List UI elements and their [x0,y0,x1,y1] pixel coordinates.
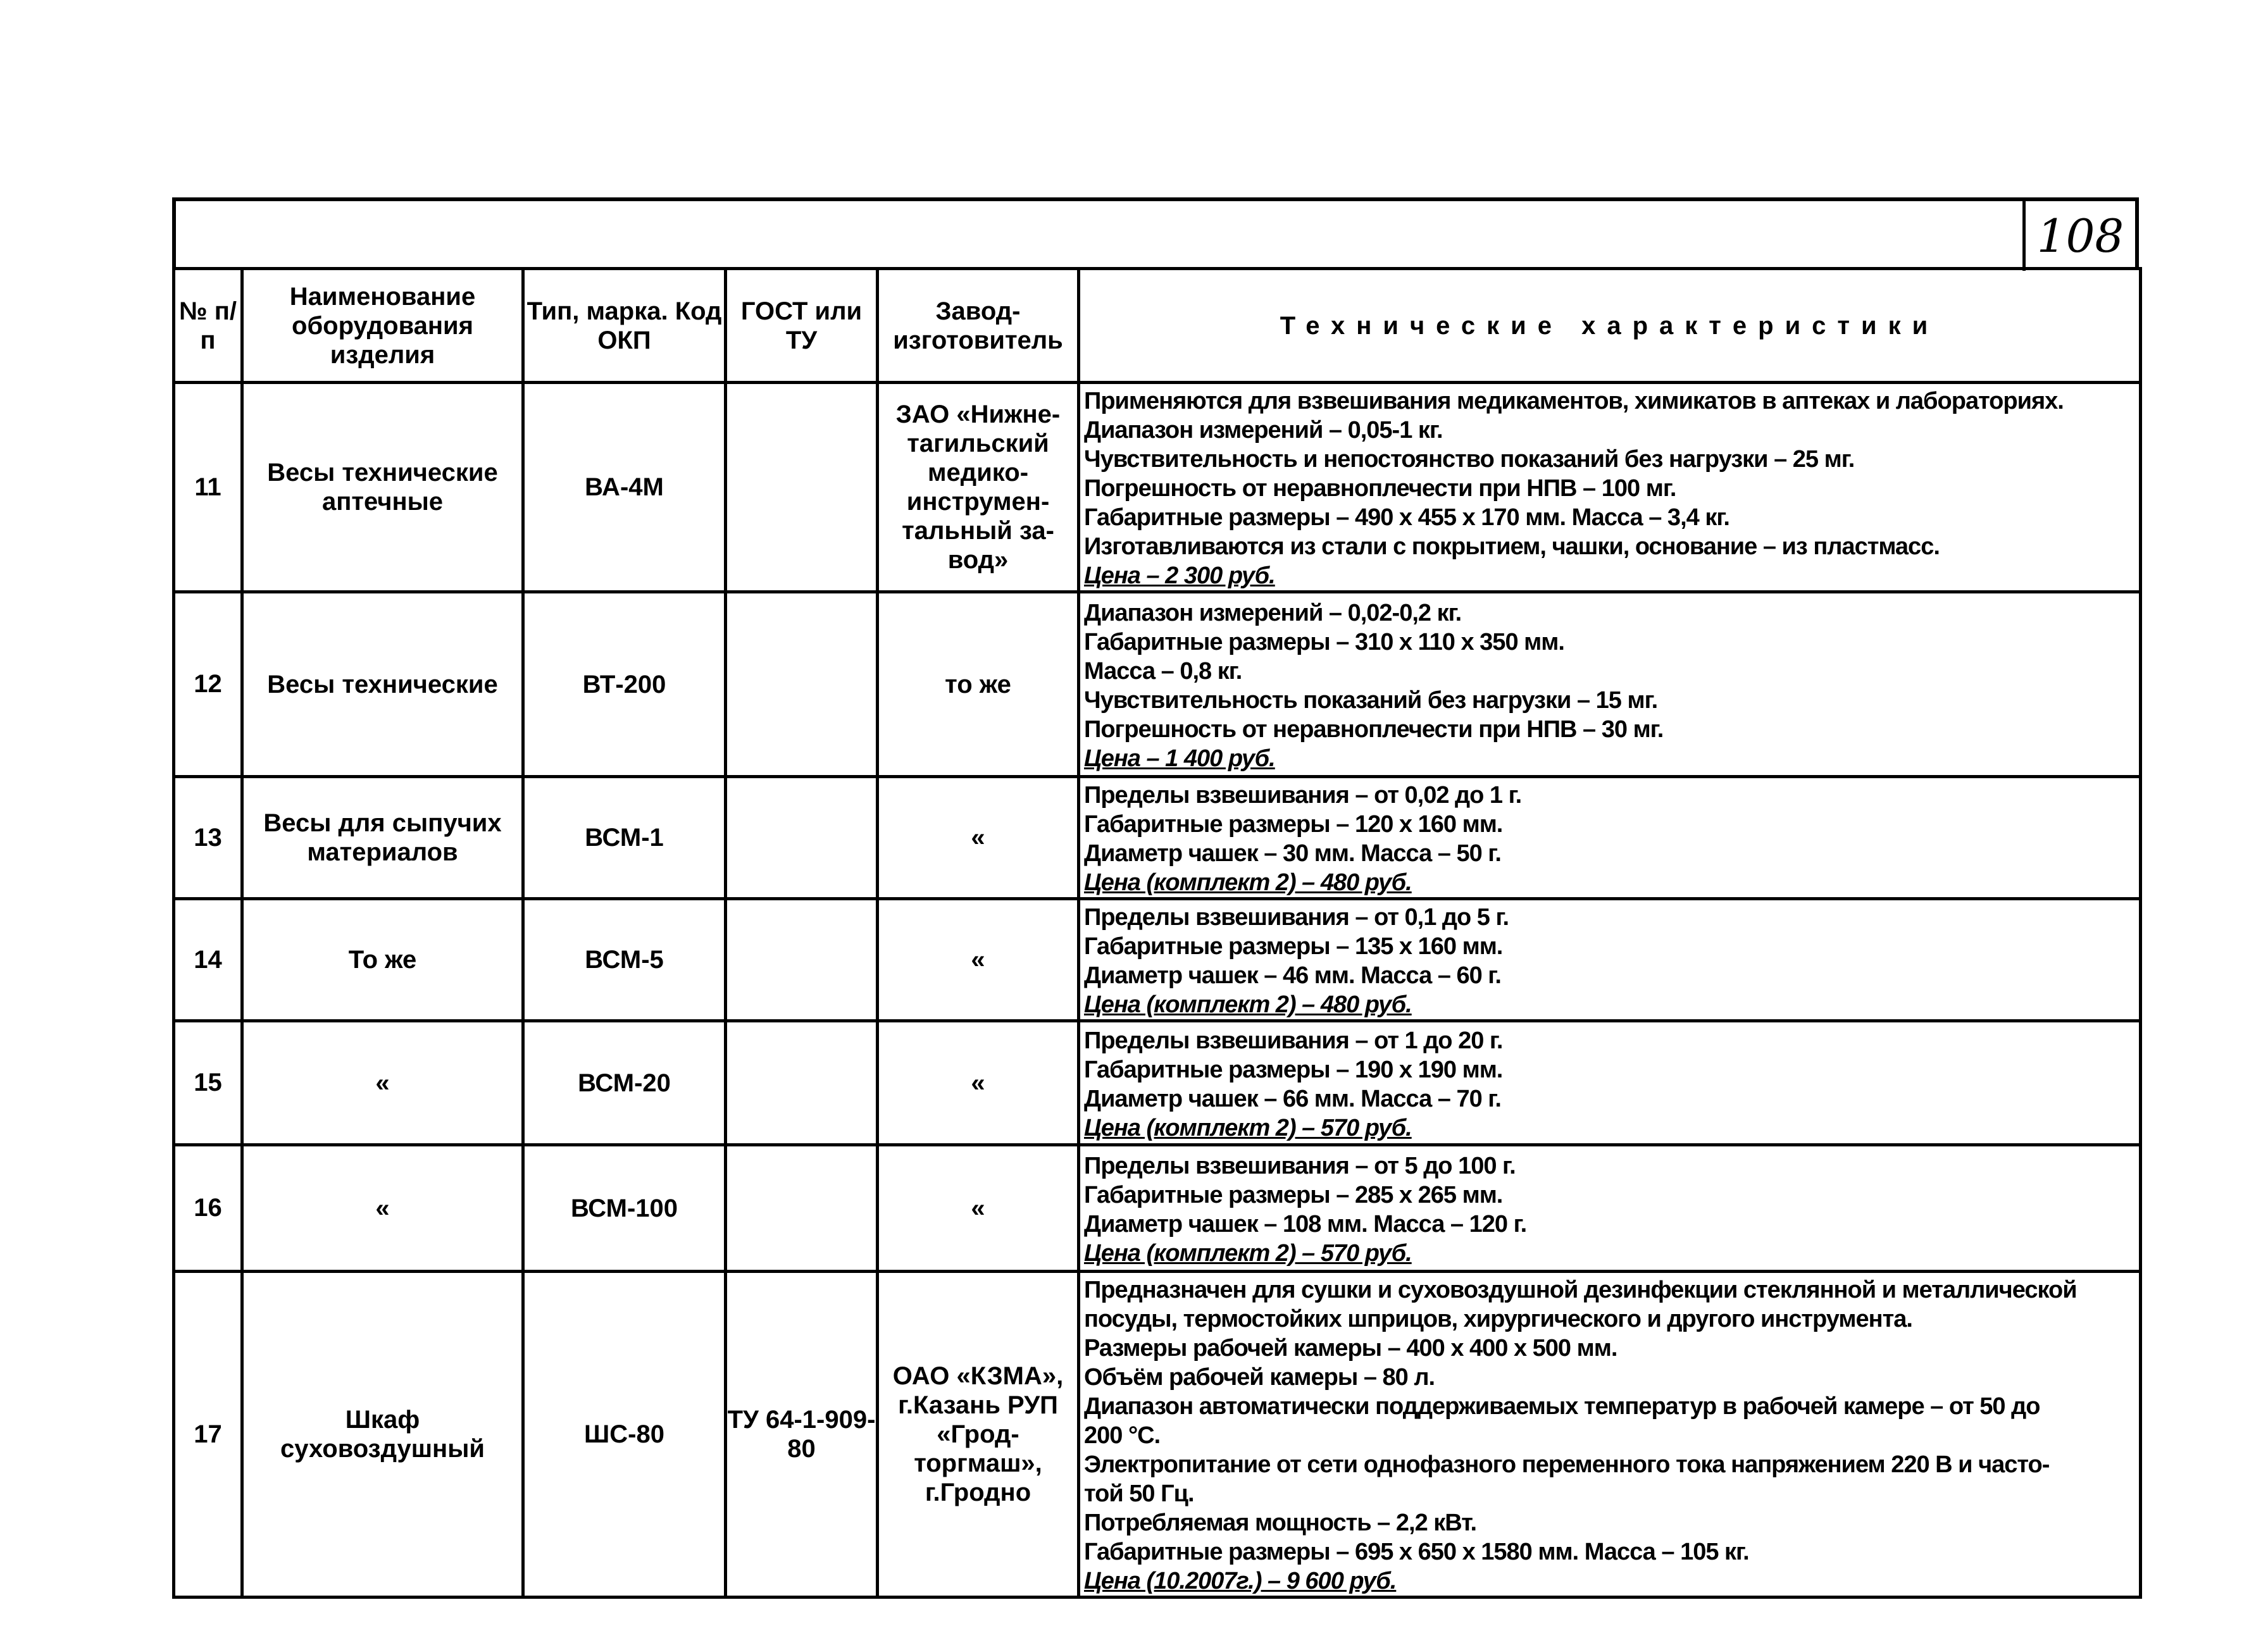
manufacturer: ЗАО «Нижне-тагильский медико-инструмен-тальный за-вод» [878,383,1079,592]
equipment-name: « [242,1021,523,1145]
table-row [174,1272,2141,1598]
header-row [174,269,2141,383]
row-number: 11 [174,383,242,592]
model-code: ВСМ-5 [523,899,726,1021]
standard [726,899,878,1021]
spec-line: Диаметр чашек – 46 мм. Масса – 60 г. [1084,962,1501,989]
spec-line: Габаритные размеры – 135 х 160 мм. [1084,933,1503,960]
spec-line: Пределы взвешивания – от 5 до 100 г. [1084,1152,1516,1179]
model-code: ШС-80 [523,1272,726,1598]
equipment-name: То же [242,899,523,1021]
manufacturer: ОАО «КЗМА», г.Казань РУП «Грод-торгмаш», г.Гродно [878,1272,1079,1598]
technical-specs [1079,383,2141,592]
price-line: Цена – 1 400 руб. [1084,745,1275,772]
price-line: Цена (10.2007г.) – 9 600 руб. [1084,1568,1397,1594]
header-tech: Технические характеристики [1079,269,2141,383]
row-number: 16 [174,1145,242,1272]
spec-line: посуды, термостойких шприцов, хирургического и другого инструмента. [1084,1306,1912,1332]
table-row [174,1021,2141,1145]
equipment-name: Весы технические аптечные [242,383,523,592]
spec-line: Габаритные размеры – 310 х 110 х 350 мм. [1084,628,1564,655]
header-num: № п/п [174,269,242,383]
equipment-table [172,267,2142,1599]
page-number: 108 [2022,201,2135,271]
equipment-name: Шкаф суховоздушный [242,1272,523,1598]
spec-line: Чувствительность показаний без нагрузки – 15 мг. [1084,686,1658,714]
equipment-name: Весы технические [242,592,523,777]
technical-specs [1079,592,2141,777]
model-code: ВТ-200 [523,592,726,777]
standard [726,777,878,899]
manufacturer: то же [878,592,1079,777]
equipment-name: Весы для сыпучих материалов [242,777,523,899]
model-code: ВСМ-1 [523,777,726,899]
spec-line: Размеры рабочей камеры – 400 х 400 х 500 мм. [1084,1335,1617,1362]
manufacturer: « [878,1021,1079,1145]
technical-specs [1079,777,2141,899]
price-line: Цена (комплект 2) – 570 руб. [1084,1239,1412,1267]
spec-line: 200 °С. [1084,1422,1161,1449]
spec-line: Пределы взвешивания – от 1 до 20 г. [1084,1027,1503,1054]
spec-line: Изготавливаются из стали с покрытием, чашки, основание – из пластмасс. [1084,533,1940,560]
table-row [174,899,2141,1021]
document-sheet [172,197,2139,1592]
standard: ТУ 64-1-909-80 [726,1272,878,1598]
technical-specs [1079,1145,2141,1272]
spec-line: Диапазон измерений – 0,02-0,2 кг. [1084,599,1462,626]
row-number: 14 [174,899,242,1021]
row-number: 17 [174,1272,242,1598]
price-line: Цена (комплект 2) – 480 руб. [1084,869,1412,896]
spec-line: Диаметр чашек – 66 мм. Масса – 70 г. [1084,1085,1501,1112]
spec-line: Габаритные размеры – 695 х 650 х 1580 мм. Масса – 105 кг. [1084,1539,1749,1565]
model-code: ВСМ-20 [523,1021,726,1145]
spec-line: Объём рабочей камеры – 80 л. [1084,1364,1435,1391]
spec-line: Габаритные размеры – 190 х 190 мм. [1084,1056,1503,1083]
table-row [174,1145,2141,1272]
spec-line: Габаритные размеры – 285 х 265 мм. [1084,1181,1503,1208]
table-row [174,777,2141,899]
equipment-name: « [242,1145,523,1272]
row-number: 15 [174,1021,242,1145]
spec-line: той 50 Гц. [1084,1480,1194,1507]
table-row [174,383,2141,592]
spec-line: Габаритные размеры – 120 х 160 мм. [1084,811,1503,838]
spec-line: Погрешность от неравноплечести при НПВ – 30 мг. [1084,716,1664,743]
spec-line: Диаметр чашек – 108 мм. Масса – 120 г. [1084,1210,1527,1238]
spec-line: Пределы взвешивания – от 0,02 до 1 г. [1084,782,1522,809]
spec-line: Потребляемая мощность – 2,2 кВт. [1084,1510,1477,1536]
spec-line: Предназначен для сушки и суховоздушной дезинфекции стеклянной и металлической [1084,1277,2077,1303]
header-name: Наименование оборудования изделия [242,269,523,383]
spec-line: Пределы взвешивания – от 0,1 до 5 г. [1084,904,1509,931]
standard [726,383,878,592]
technical-specs [1079,899,2141,1021]
model-code: ВСМ-100 [523,1145,726,1272]
spec-line: Применяются для взвешивания медикаментов, химикатов в аптеках и лабораториях. [1084,388,2064,414]
model-code: ВА-4М [523,383,726,592]
manufacturer: « [878,899,1079,1021]
manufacturer: « [878,777,1079,899]
header-gost: ГОСТ или ТУ [726,269,878,383]
spec-line: Чувствительность и непостоянство показаний без нагрузки – 25 мг. [1084,446,1855,473]
manufacturer: « [878,1145,1079,1272]
spec-line: Электропитание от сети однофазного переменного тока напряжением 220 В и часто- [1084,1451,2050,1478]
technical-specs [1079,1021,2141,1145]
header-maker: Завод-изготовитель [878,269,1079,383]
spec-line: Диапазон автоматически поддерживаемых температур в рабочей камере – от 50 до [1084,1393,2040,1420]
header-type: Тип, марка. Код ОКП [523,269,726,383]
standard [726,592,878,777]
row-number: 13 [174,777,242,899]
spec-line: Масса – 0,8 кг. [1084,657,1242,685]
price-line: Цена (комплект 2) – 570 руб. [1084,1114,1412,1141]
spec-line: Диаметр чашек – 30 мм. Масса – 50 г. [1084,840,1501,867]
spec-line: Габаритные размеры – 490 х 455 х 170 мм. Масса – 3,4 кг. [1084,504,1729,531]
table-row [174,592,2141,777]
spec-line: Погрешность от неравноплечести при НПВ – 100 мг. [1084,475,1676,502]
price-line: Цена (комплект 2) – 480 руб. [1084,991,1412,1018]
technical-specs [1079,1272,2141,1598]
standard [726,1145,878,1272]
title-strip [172,197,2139,267]
spec-line: Диапазон измерений – 0,05-1 кг. [1084,417,1443,444]
row-number: 12 [174,592,242,777]
standard [726,1021,878,1145]
price-line: Цена – 2 300 руб. [1084,562,1275,589]
